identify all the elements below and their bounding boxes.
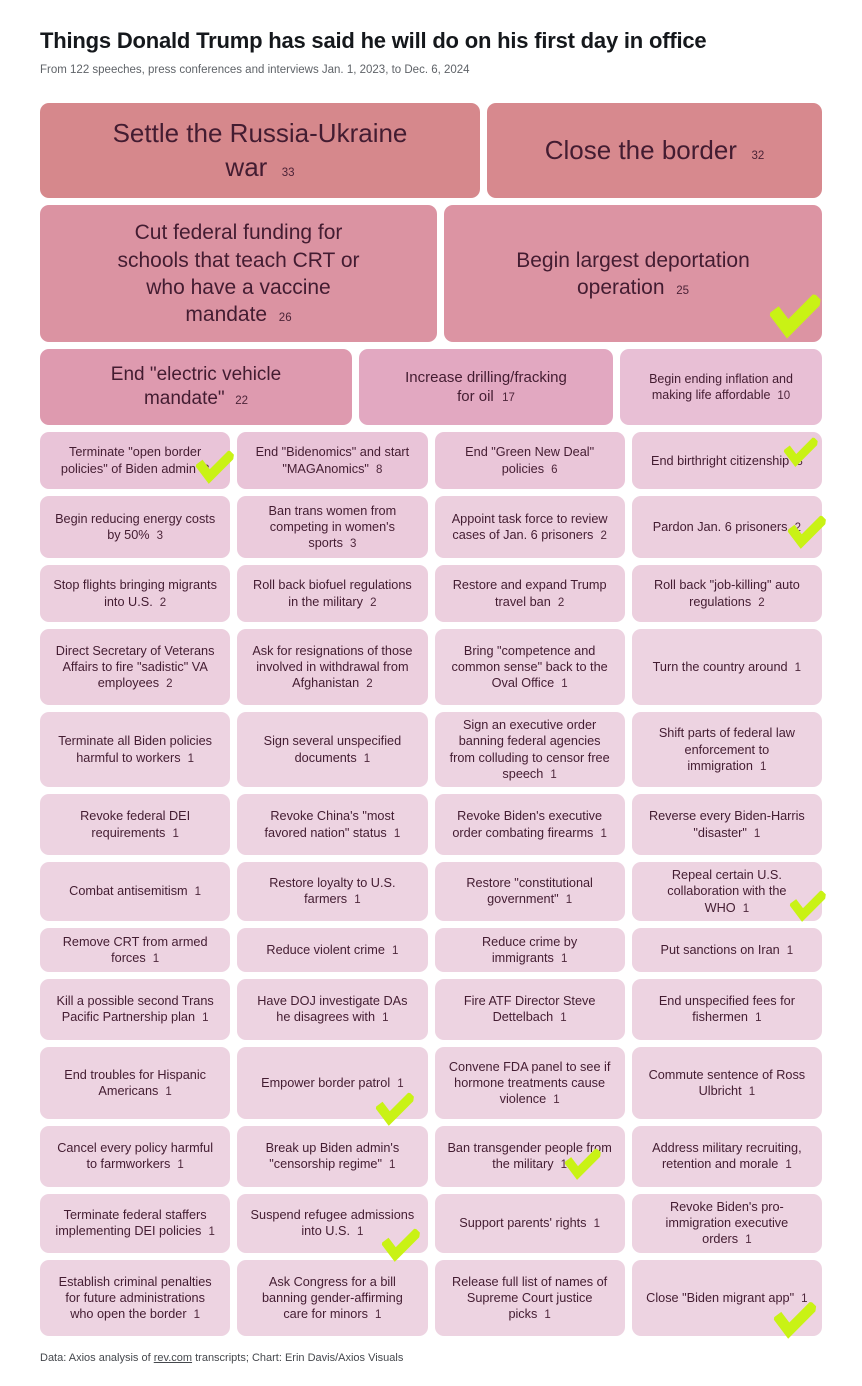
tile-label: Terminate "open border policies" of Biden admin — [60, 445, 202, 476]
tile — [40, 432, 230, 489]
tile-count: 1 — [187, 752, 195, 765]
tile-label: End unspecified fees for fishermen — [658, 994, 795, 1025]
page-subtitle: From 122 speeches, press conferences and interviews Jan. 1, 2023, to Dec. 6, 2024 — [40, 64, 470, 77]
tile — [632, 629, 822, 705]
tile-label: Fire ATF Director Steve Dettelbach — [463, 994, 596, 1025]
tile — [435, 629, 625, 705]
tile — [40, 979, 230, 1040]
tile-row — [40, 1260, 822, 1336]
tile-label: Release full list of names of Supreme Court justice picks — [452, 1274, 608, 1321]
tile-band — [40, 103, 822, 198]
tile-row — [40, 1047, 822, 1119]
tile — [435, 1047, 625, 1119]
tile-row — [40, 432, 822, 489]
tile-row — [40, 794, 822, 855]
tile-label: Sign several unspecified documents — [263, 734, 402, 765]
tile-count: 1 — [560, 1012, 567, 1025]
tile-count: 3 — [796, 455, 803, 468]
tile-count: 1 — [544, 1308, 551, 1321]
tile-label: Empower border patrol — [261, 1075, 391, 1090]
tile-count: 1 — [393, 827, 401, 840]
tile — [237, 979, 427, 1040]
tile-row — [40, 862, 822, 921]
tile-label: Revoke Biden's pro-immigration executive orders — [665, 1200, 789, 1247]
tile-label: Reduce violent crime — [266, 942, 385, 957]
tile — [632, 794, 822, 855]
tile-label: Bring "competence and common sense" back to the Oval Office — [451, 643, 608, 691]
tile-label: Revoke Biden's executive order combating firearms — [452, 809, 603, 840]
tile-label: Address military recruiting, retention and morale — [652, 1141, 802, 1172]
tile-label: Stop flights bringing migrants into U.S. — [53, 578, 217, 609]
tile-label: Roll back biofuel regulations in the military — [253, 578, 412, 609]
tile-count: 2 — [600, 530, 607, 543]
tile-label: Revoke China's "most favored nation" status — [264, 809, 395, 840]
tile-row — [40, 496, 822, 558]
tile-count: 2 — [159, 596, 167, 609]
tile-count: 1 — [553, 1093, 560, 1106]
tile-label: Direct Secretary of Veterans Affairs to fire "sadistic" VA employees — [55, 643, 215, 691]
tile-label: Restore and expand Trump travel ban — [452, 578, 607, 609]
tile-count: 1 — [397, 1077, 404, 1090]
tile-count: 33 — [281, 166, 295, 179]
tile — [632, 862, 822, 921]
tile — [435, 1260, 625, 1336]
tile-count: 1 — [593, 1218, 600, 1231]
tile-row — [40, 565, 822, 622]
source-note — [40, 1351, 822, 1365]
page-title: Things Donald Trump has said he will do on his first day in office — [40, 28, 707, 53]
tile-label: Pardon Jan. 6 prisoners — [652, 520, 788, 535]
tile-count: 1 — [753, 827, 761, 840]
tile-row — [40, 629, 822, 705]
tile-label: Turn the country around — [652, 660, 788, 675]
tile-label: Suspend refugee admissions into U.S. — [250, 1208, 415, 1239]
tile-count: 3 — [349, 538, 357, 551]
tile — [435, 432, 625, 489]
tile — [40, 862, 230, 921]
tile-label: Settle the Russia-Ukraine war — [112, 118, 408, 182]
tile-label: Have DOJ investigate DAs he disagrees with — [257, 994, 408, 1025]
tile-count: 1 — [357, 1226, 364, 1239]
tile-count: 1 — [375, 1308, 382, 1321]
tile-count: 26 — [278, 312, 292, 325]
tile-count: 1 — [177, 1159, 184, 1172]
tile — [487, 103, 822, 198]
tile-label: Combat antisemitism — [69, 884, 188, 899]
tile-count: 17 — [502, 392, 515, 405]
tile — [435, 979, 625, 1040]
source-prefix: Data: Axios analysis of — [40, 1351, 154, 1364]
tile-label: Cancel every policy harmful to farmworkers — [57, 1141, 214, 1172]
tile-label: Sign an executive order banning federal agencies from colluding to censor free speech — [449, 718, 610, 781]
tile — [435, 928, 625, 972]
tile — [40, 1194, 230, 1253]
tile-count: 2 — [557, 596, 565, 609]
tile-label: Roll back "job-killing" auto regulations — [653, 578, 800, 609]
tile-label: Reduce crime by immigrants — [482, 934, 578, 965]
tile — [40, 712, 230, 787]
tile-count: 1 — [391, 944, 399, 957]
tile — [435, 794, 625, 855]
tile-label: Terminate federal staffers implementing DEI policies — [55, 1208, 207, 1239]
tile-count: 1 — [600, 827, 607, 840]
tile — [237, 712, 427, 787]
tile — [632, 565, 822, 622]
tile-label: Break up Biden admin's "censorship regime" — [265, 1141, 400, 1172]
tile-count: 1 — [560, 1159, 568, 1172]
tile — [40, 205, 437, 342]
tile-label: Ask Congress for a bill banning gender-affirming care for minors — [261, 1274, 403, 1321]
tile-label: Kill a possible second Trans Pacific Partnership plan — [56, 994, 214, 1025]
tile-chart — [40, 103, 822, 1336]
tile-count: 1 — [194, 886, 202, 899]
tile-label: Convene FDA panel to see if hormone treatments cause violence — [448, 1059, 611, 1106]
tile-count: 1 — [363, 752, 371, 765]
tile-count: 22 — [235, 395, 249, 408]
tile — [632, 1047, 822, 1119]
tile-label: Ban transgender people from the military — [447, 1141, 612, 1172]
tile-band — [40, 205, 822, 342]
tile-count: 2 — [370, 596, 377, 609]
tile — [237, 629, 427, 705]
tile — [40, 928, 230, 972]
tile-label: End troubles for Hispanic Americans — [64, 1067, 206, 1098]
tile — [237, 1260, 427, 1336]
tile-count: 1 — [565, 894, 573, 907]
rev-com-link[interactable]: rev.com — [153, 1351, 193, 1364]
tile-count: 1 — [193, 1308, 201, 1321]
tile-label: Shift parts of federal law enforcement to immigration — [658, 726, 795, 773]
tile-label: Increase drilling/fracking for oil — [405, 368, 567, 406]
tile-label: End "Green New Deal" policies — [465, 445, 595, 476]
tile — [435, 1126, 625, 1187]
tile — [237, 1047, 427, 1119]
tile-label: Begin reducing energy costs by 50% — [55, 511, 216, 543]
tile-label: Appoint task force to review cases of Jan. 6 prisoners — [451, 511, 608, 543]
tile-count: 1 — [755, 1012, 762, 1025]
checkmark-icon — [373, 1089, 414, 1130]
tile-count: 1 — [354, 894, 361, 907]
tile — [237, 496, 427, 558]
tile-count: 1 — [550, 768, 557, 781]
tile-label: Remove CRT from armed forces — [62, 934, 208, 965]
tile — [632, 496, 822, 558]
checkmark-icon — [767, 289, 821, 343]
tile-count: 1 — [208, 1226, 215, 1239]
tile — [632, 928, 822, 972]
tile-count: 6 — [551, 463, 558, 476]
tile — [237, 565, 427, 622]
tile — [237, 1194, 427, 1253]
tile-count: 1 — [172, 827, 179, 840]
tile-row — [40, 1194, 822, 1253]
tile-count: 2 — [366, 678, 373, 691]
tile — [237, 432, 427, 489]
tile-count: 1 — [165, 1085, 172, 1098]
tile — [40, 496, 230, 558]
tile — [237, 862, 427, 921]
tile-label: Establish criminal penalties for future administrations who open the border — [58, 1274, 212, 1321]
tile-count: 10 — [777, 389, 791, 402]
tile-count: 1 — [794, 662, 802, 675]
tile — [40, 794, 230, 855]
tile — [632, 1126, 822, 1187]
tile-label: Restore loyalty to U.S. farmers — [269, 876, 396, 907]
tile-label: Cut federal funding for schools that teach CRT or who have a vaccine mandate — [117, 221, 360, 327]
tile-count: 2 — [166, 678, 173, 691]
tile-label: End "electric vehicle mandate" — [110, 363, 282, 410]
tile — [435, 712, 625, 787]
tile — [237, 928, 427, 972]
tile-label: Begin largest deportation operation — [516, 248, 750, 299]
tile — [620, 349, 822, 425]
tile — [632, 979, 822, 1040]
source-suffix: transcripts; Chart: Erin Davis/Axios Visuals — [192, 1351, 404, 1364]
tile-count: 32 — [751, 149, 765, 162]
tile — [435, 862, 625, 921]
tile-row — [40, 979, 822, 1040]
tile-count: 1 — [742, 902, 750, 915]
tile-count: 1 — [785, 1159, 792, 1172]
tile — [632, 1260, 822, 1336]
tile-count: 1 — [389, 1159, 396, 1172]
tile-count: 2 — [794, 522, 801, 535]
tile-label: Close the border — [544, 134, 737, 165]
tile-count: 1 — [202, 1012, 209, 1025]
tile — [40, 1260, 230, 1336]
tile-count: 8 — [202, 463, 210, 476]
tile — [435, 565, 625, 622]
tile-label: End "Bidenomics" and start "MAGAnomics" — [255, 445, 410, 476]
tile — [40, 565, 230, 622]
tile — [40, 103, 480, 198]
tile — [435, 1194, 625, 1253]
tile — [359, 349, 613, 425]
tile-label: Reverse every Biden-Harris "disaster" — [648, 809, 805, 840]
tile-label: Support parents' rights — [459, 1216, 587, 1231]
tile-label: End birthright citizenship — [651, 453, 790, 468]
tile-label: Commute sentence of Ross Ulbricht — [648, 1067, 806, 1098]
tile-label: Revoke federal DEI requirements — [80, 809, 191, 840]
tile-count: 1 — [745, 1234, 752, 1247]
tile — [632, 432, 822, 489]
tile-label: Repeal certain U.S. collaboration with the WHO — [667, 868, 787, 915]
tile-label: Terminate all Biden policies harmful to workers — [58, 734, 212, 765]
tile — [40, 629, 230, 705]
tile-label: Close "Biden migrant app" — [646, 1290, 795, 1305]
tile-count: 1 — [786, 944, 794, 957]
tile — [444, 205, 822, 342]
tile-count: 1 — [748, 1085, 756, 1098]
tile — [237, 1126, 427, 1187]
tile — [632, 712, 822, 787]
tile — [435, 496, 625, 558]
tile-label: Ban trans women from competing in women's sports — [268, 503, 397, 551]
tile — [40, 1047, 230, 1119]
tile-count: 1 — [801, 1292, 808, 1305]
tile-label: Put sanctions on Iran — [660, 942, 780, 957]
tile — [40, 349, 352, 425]
tile — [632, 1194, 822, 1253]
tile — [40, 1126, 230, 1187]
tile-row — [40, 928, 822, 972]
tile-count: 1 — [561, 678, 568, 691]
tile-count: 25 — [676, 284, 690, 297]
tile-count: 1 — [382, 1012, 389, 1025]
tile-count: 1 — [759, 760, 767, 773]
tile-label: Restore "constitutional government" — [466, 876, 593, 907]
tile-band — [40, 349, 822, 425]
tile — [237, 794, 427, 855]
tile-label: Begin ending inflation and making life affordable — [649, 371, 793, 402]
tile-count: 8 — [375, 463, 383, 476]
tile-count: 1 — [560, 952, 568, 965]
tile-label: Ask for resignations of those involved in withdrawal from Afghanistan — [252, 643, 413, 691]
tile-row — [40, 1126, 822, 1187]
tile-count: 3 — [156, 530, 164, 543]
tile-count: 1 — [152, 952, 160, 965]
tile-row — [40, 712, 822, 787]
tile-count: 2 — [758, 596, 765, 609]
